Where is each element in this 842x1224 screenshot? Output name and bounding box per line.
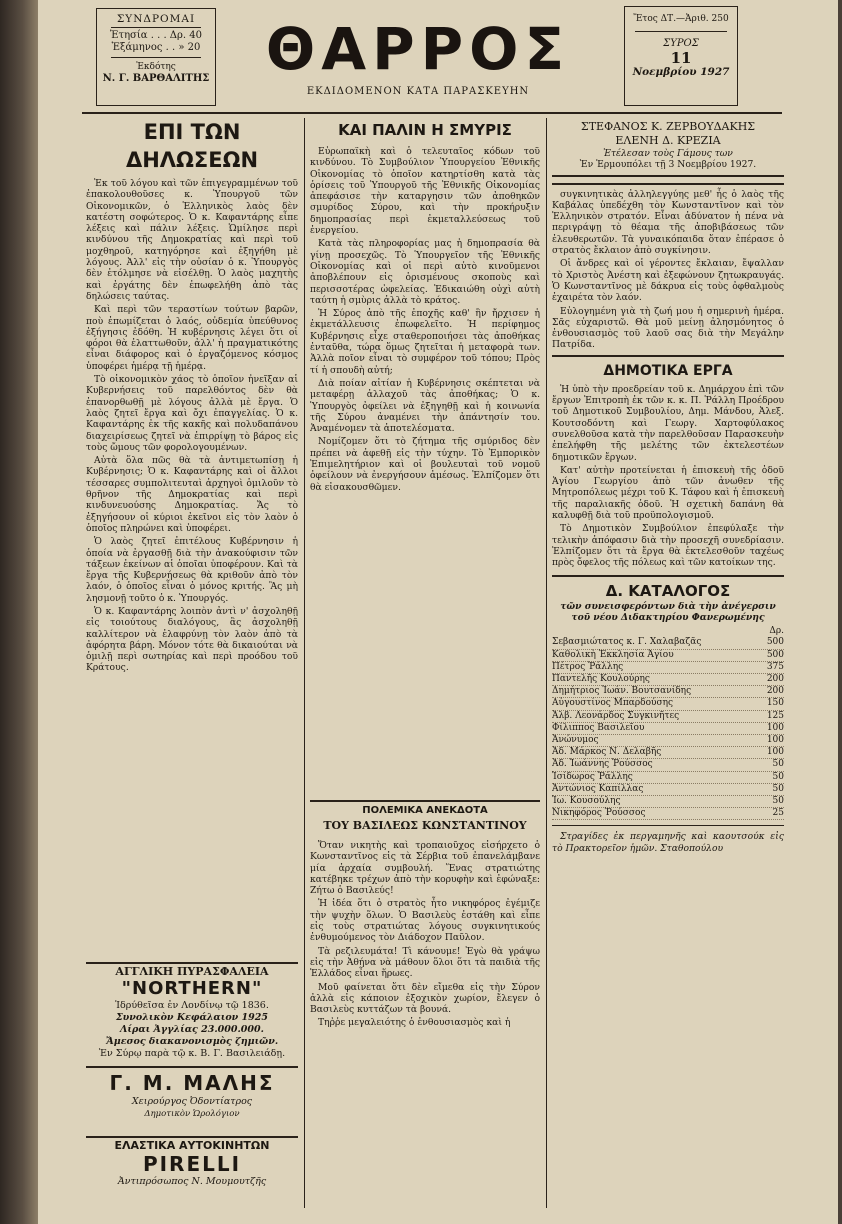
publisher-name: Ν. Γ. ΒΑΡΘΑΛΙΤΗΣ	[102, 73, 210, 84]
wedding-line3: Ἐτέλεσαν τοὺς Γάμους των	[603, 148, 733, 159]
dentist-role: Χειρούργος Ὀδοντίατρος	[131, 1096, 253, 1107]
donor-amount: 200	[766, 686, 784, 697]
donor-amount: 100	[766, 722, 784, 733]
editorial-heading: ΕΠΙ ΤΩΝ ΔΗΛΩΣΕΩΝ	[125, 120, 259, 172]
wedding-line1: ΣΤΕΦΑΝΟΣ Κ. ΖΕΡΒΟΥΔΑΚΗΣ	[580, 120, 756, 133]
editorial-paragraph: Ἐκ τοῦ λόγου καὶ τῶν ἐπιγεγραμμένων τοῦ ἐπακολουθοῦσες κ. Ὑπουργοῦ τῶν Οἰκονομικῶν, ὁ Ἑλληνικὸς λαὸς δὲν κατέστη σοφώτερος. Ὁ κ. Καφαντάρης εἶπε λέξεις καὶ πάλιν λέξεις. Ὡμίλησε περὶ κινδύνου τῆς Δημοκρατίας καὶ περὶ τοῦ μοχθηροῦ, κατηγόρησε καὶ ἐξηγήθη μὲ λόγους. Ἀλλ' εἰς τὴν οὐσίαν ὁ κ. Ὑπουργὸς δὲν ἐτόλμησε νὰ εἰσέλθῃ. Ὁ λαὸς μαχητὴς καὶ ἐργάτης δὲν ἐπωφελήθη ἀπὸ τὰς δηλώσεις ταύτας.	[86, 178, 298, 302]
smyris-paragraph: Νομίζομεν ὅτι τὸ ζήτημα τῆς σμύριδος δὲν πρέπει νὰ ἀφεθῇ εἰς τὴν τύχην. Τὸ Ἐμπορικὸν Ἐπιμελητήριον καὶ οἱ βουλευταὶ τοῦ νομοῦ ὀφείλουν νὰ ἐνεργήσουν ἀμέσως. Ἐλπίζομεν ὅτι θὰ εἰσακουσθῶμεν.	[310, 436, 540, 493]
donor-row	[552, 784, 784, 796]
donor-amount: 25	[772, 808, 784, 819]
donor-amount: 125	[766, 710, 784, 721]
column-anecdotes	[310, 804, 540, 1214]
tires-brand: PIRELLI	[142, 1152, 242, 1176]
demotic-paragraph: Τὸ Δημοτικὸν Συμβούλιον ἐπεφύλαξε τὴν τελικὴν ἀπόφασιν διὰ τὴν προσεχῆ συνεδρίασιν. Ἐλπίζομεν ὅτι τὰ ἔργα θὰ ἐκτελεσθοῦν ταχέως πρὸς ὄφελος τῆς πόλεως καὶ τῶν κατοίκων της.	[552, 523, 784, 569]
smyris-paragraph: Ἡ Σύρος ἀπὸ τῆς ἐποχῆς καθ' ἣν ἤρχισεν ἡ ἐκμετάλλευσις ἐπωφελεῖτο. Ἡ περίφημος Κυβέρνησις εἶχε σταθεροποιήσει τὰς ἀποθήκας ἐνταῦθα, τώρα ὅμως ζητεῖται ἡ μεταφορὰ των. Ἀλλὰ ποῖον εἶναι τὸ συμφέρον τοῦ τόπου; Πρὸς τί ἡ σπουδὴ αὐτή;	[310, 308, 540, 376]
donor-row	[552, 674, 784, 686]
demotic-paragraph: Κατ' αὐτὴν προτείνεται ἡ ἐπισκευὴ τῆς ὁδοῦ Ἁγίου Γεωργίου ἀπὸ τῶν ἀνωθεν τῆς Μητροπόλεως μέχρι τοῦ Κ. Τάφου καὶ ἡ ἐπισκευὴ τῆς παραλιακῆς ὁδοῦ. Ἡ σχετικὴ δαπάνη θὰ καλυφθῇ διὰ τοῦ προϋπολογισμοῦ.	[552, 464, 784, 522]
issue-day: 11	[670, 49, 692, 67]
anecdotes-subheading: ΤΟΥ ΒΑΣΙΛΕΩΣ ΚΩΝΣΤΑΝΤΙΝΟΥ	[323, 819, 527, 832]
donor-name: Φίλιππος Βασιλεῖου	[552, 722, 645, 733]
anecdote-paragraph: Τηῤῥε μεγαλειότης ὁ ἐνθουσιασμὸς καὶ ἡ	[318, 1017, 511, 1029]
dentist-place: Δημοτικὸν Ὡρολόγιον	[144, 1109, 240, 1119]
donor-row	[552, 662, 784, 674]
demotic-paragraph: Ἡ ὑπὸ τὴν προεδρείαν τοῦ κ. Δημάρχου ἐπὶ τῶν ἔργων Ἐπιτροπὴ ἐκ τῶν κ. κ. Π. Ῥάλλη Προέδρου τοῦ Δημοτικοῦ Συμβουλίου, Δημ. Μάνδου, Ἀλεξ. Κουτσοδόντη καὶ Γεωργ. Χαρτοφύλακος συνελθοῦσα κατὰ τὴν παρελθοῦσαν Παρασκευὴν ἐπελήφθη τῆς μελέτης τῶν ἐκτελεστέων δημοτικῶν ἔργων.	[552, 383, 784, 463]
newspaper-title: ΘΑΡΡΟΣ	[265, 15, 571, 83]
subscriptions-box	[96, 8, 216, 106]
tires-ad	[86, 1140, 298, 1188]
insurance-line3: Λίραι Ἀγγλίας 23.000.000.	[120, 1024, 264, 1035]
donor-amount: 500	[766, 637, 784, 648]
subscription-halfyear: Ἑξάμηνος . . » 20	[111, 42, 201, 53]
issue-box	[624, 6, 738, 106]
donor-row	[552, 686, 784, 698]
tires-rep: Ἀντιπρόσωπος Ν. Μουμουτζῆς	[117, 1176, 267, 1187]
donor-name: Παντελῆς Κουλούρης	[552, 674, 650, 684]
donor-row	[552, 796, 784, 808]
smyris-heading: ΚΑΙ ΠΑΛΙΝ Η ΣΜΥΡΙΣ	[338, 121, 512, 139]
donor-name: Ἀντώνιος Καπίλλας	[552, 783, 644, 794]
donor-row	[552, 772, 784, 784]
donor-list	[552, 637, 784, 820]
donor-name: Δημήτριος Ἰωάν. Βουτσανίδης	[552, 686, 692, 697]
issue-month-year: Νοεμβρίου 1927	[632, 66, 730, 78]
anecdote-paragraph: Τὰ ρεζιλευμάτα! Τὶ κάνουμε! Ἐγὼ θὰ γράψω εἰς τὴν Ἀθήνα νὰ μάθουν ὅλοι ὅτι τὰ παιδιὰ τῆς Ἑλλάδος εἶναι ἥρωες.	[310, 945, 540, 980]
column-rule-1	[304, 118, 305, 1208]
donor-name: Σεβασμιώτατος κ. Γ. Χαλαβαζᾶς	[552, 637, 702, 648]
kavala-paragraph: συγκινητικὰς ἀλληλεγγύης μεθ' ἧς ὁ λαὸς τῆς Καβάλας ὑπεδέχθη τὸν Κωνσταντῖνον καὶ τὸν Ἑλληνικὸν στρατόν. Εἶναι ἀδύνατον ἡ πένα νὰ περιγράψῃ τὸ θέαμα τῆς ἀποβιβάσεως τῶν ἐλευθερωτῶν. Τὰ γυναικόπαιδα ὅταν ἐπέρασε ὁ στρατὸς ἔκλαιον ἀπὸ συγκίνησιν.	[552, 188, 784, 257]
smyris-paragraph: Εὐρωπαϊκὴ καὶ ὁ τελευταῖος κόδων τοῦ κινδύνου. Τὸ Συμβούλιον Ὑπουργείου Ἐθνικῆς Οἰκονομίας τὸ ὁποῖον κατηρτίσθη κατὰ τὰς ὁρίσεις τοῦ Ὑπουργοῦ τῆς Ἐθνικῆς Οἰκονομίας ἀπεφάσισε τὴν καταργησιν τῶν ἀποθηκῶν σμυρίδος Σύρου, καὶ τὴν προκήρυξιν δημοπρασίας περὶ ἐκμεταλλεύσεως τοῦ ἐνεργείου.	[310, 146, 540, 237]
donor-amount: 50	[772, 771, 784, 782]
column-rule-2	[546, 118, 547, 1208]
masthead-rule	[82, 112, 782, 114]
list-subtitle2: τοῦ νέου Διδακτηρίου Φανερωμένης	[571, 611, 765, 623]
column-right	[552, 118, 784, 1214]
editorial-paragraph: Καὶ περὶ τῶν τεραστίων τούτων βαρῶν, ποὺ ἐπωμίζεται ὁ λαός, οὐδεμία ὑπεύθυνος ἐξήγησις ἐδόθη. Ἡ κυβέρνησις λέγει ὅτι οἱ φόροι θὰ ἐλαττωθοῦν, ἀλλ' ἡ πραγματικότης εἶναι διάφορος καὶ ὁ ἐργαζόμενος κόσμος ὑποφέρει ἡμέρᾳ τῇ ἡμέρᾳ.	[86, 304, 298, 372]
tires-title: ΕΛΑΣΤΙΚΑ ΑΥΤΟΚΙΝΗΤΩΝ	[114, 1139, 270, 1152]
editorial-paragraph: Ὁ λαὸς ζητεῖ ἐπιτέλους Κυβέρνησιν ἡ ὁποία νὰ ἐργασθῇ διὰ τὴν ἀνακούφισιν τῶν τάξεων ἐκείνων αἱ ὁποῖαι ὑποφέρουν. Καὶ τὰ ἔργα τῆς Κυβερνήσεως θὰ κριθοῦν ἀπὸ τὸν λαόν, ὁ ὁποῖος εἶναι ὁ μόνος κριτής. Ἂς μὴ λησμονῇ τοῦτο ὁ κ. Ὑπουργός.	[86, 536, 298, 604]
donor-row	[552, 808, 784, 820]
donor-name: Πέτρος Ῥάλλης	[552, 661, 624, 672]
donor-amount: 50	[772, 796, 784, 807]
donor-name: Ἰσίδωρος Ῥάλλης	[552, 771, 633, 782]
demotic-heading: ΔΗΜΟΤΙΚΑ ΕΡΓΑ	[603, 362, 733, 379]
dentist-name: Γ. Μ. ΜΑΛΗΣ	[109, 1071, 275, 1095]
anecdotes-heading: ΠΟΛΕΜΙΚΑ ΑΝΕΚΔΟΤΑ	[362, 805, 488, 816]
donor-name: Αὐγουστίνος Μπαρδούσης	[552, 698, 674, 709]
city-name: ΣΥΡΟΣ	[663, 38, 699, 49]
insurance-line2: Συνολικὸν Κεφάλαιον 1925	[115, 1012, 269, 1023]
insurance-line1: Ἱδρύθεῖσα ἐν Λονδίνῳ τῷ 1836.	[115, 1000, 269, 1011]
donor-name: Καθολικὴ Ἐκκλησία Ἀγίου	[552, 649, 674, 660]
donor-row	[552, 637, 784, 649]
ads-rule-bottom	[86, 1136, 298, 1138]
list-subtitle1: τῶν συνεισφερόντων διὰ τὴν ἀνέγερσιν	[560, 600, 776, 612]
newspaper-page	[38, 0, 838, 1224]
donor-name: Ἀλβ. Λεονάρδος Συγκινῆτες	[552, 710, 680, 721]
donor-amount: 100	[766, 747, 784, 758]
year-issue: Ἔτος ΔΤ.—Ἀριθ. 250	[633, 14, 729, 24]
list-currency: Δρ.	[769, 626, 784, 637]
donor-name: Ἀδ. Ἰωάννης Ῥούσσος	[552, 759, 653, 770]
donor-name: Ἰω. Κουσούλης	[552, 796, 621, 807]
editorial-paragraph: Αὐτὰ ὅλα πῶς θὰ τὰ ἀντιμετωπίσῃ ἡ Κυβέρνησις; Ὁ κ. Καφαντάρης καὶ οἱ ἄλλοι τέσσαρες συμπολιτευταὶ ἀρχηγοὶ ὁμιλοῦν τὸ θρῆνον τῆς Δημοκρατίας καὶ περὶ κινδυνευούσης Δημοκρατίας. Ἄς τὸ ἐξηγήσουν οἱ κύριοι ἐκεῖνοι εἰς τὸν λαὸν ὁ ὁποῖος πληρώνει καὶ ὑποφέρει.	[86, 455, 298, 534]
insurance-line4: Ἄμεσος διακανονισμὸς ζημιῶν.	[105, 1036, 279, 1047]
donor-amount: 500	[766, 649, 784, 660]
donor-amount: 375	[766, 661, 784, 672]
dentist-ad	[86, 1070, 298, 1120]
book-spine	[0, 0, 38, 1224]
subscription-yearly: Ἐτησία . . . Δρ. 40	[110, 30, 202, 41]
insurance-title: ΑΓΓΛΙΚΗ ΠΥΡΑΣΦΑΛΕΙΑ	[115, 965, 269, 978]
donor-row	[552, 723, 784, 735]
subscriptions-title: ΣΥΝΔΡΟΜΑΙ	[116, 13, 196, 25]
insurance-name: "NORTHERN"	[121, 978, 263, 999]
smyris-paragraph: Κατὰ τὰς πληροφορίας μας ἡ δημοπρασία θὰ γίνῃ προσεχῶς. Τὸ Ὑπουργεῖον τῆς Ἐθνικῆς Οἰκονομίας καὶ οἱ περὶ αὐτὸ κινοῦμενοι ἀποβλέπουν εἰς ὁρισμένους σκοποὺς καὶ περισσοτέρας ὠφελείας. Ἐδικαιώθη οὐχὶ αὐτὴ ταύτη ἡ σμὺρις ἀλλὰ τὸ κράτος.	[310, 238, 540, 306]
ornament-rule	[552, 175, 784, 185]
smyris-paragraph: Διὰ ποίαν αἰτίαν ἡ Κυβέρνησις σκέπτεται νὰ μεταφέρῃ ἀλλαχοῦ τὰς ἀποθήκας; Ὁ κ. Ὑπουργὸς ὀφείλει νὰ ἐξηγηθῇ καὶ ἡ κοινωνία τῆς Σύρου ἀναμένει τὴν ἀπάντησίν του. Ἀναμένομεν τὰ ἀποτελέσματα.	[310, 377, 540, 435]
donor-amount: 150	[766, 698, 784, 709]
donor-name: Ἀνώνυμος	[552, 735, 599, 746]
donor-row	[552, 711, 784, 723]
wedding-line4: Ἐν Ἑρμουπόλει τῇ 3 Νοεμβρίου 1927.	[579, 159, 757, 171]
list-title: Δ. ΚΑΤΑΛΟΓΟΣ	[605, 581, 731, 600]
publisher-label: Ἐκδότης	[136, 62, 176, 72]
editorial-paragraph: Ὁ κ. Καφαντάρης λοιπὸν ἀντὶ ν' ἀσχοληθῇ εἰς τοιούτους διαλόγους, ἂς ἀσχοληθῇ καλλίτερον νὰ ἐλαφρύνῃ τὸν λαὸν ἀπὸ τὰ ἀφόρητα βάρη. Μόνον τότε θὰ δικαιούται νὰ ὁμιλῇ περὶ σωτηρίας καὶ περὶ προόδου τοῦ Κράτους.	[86, 605, 298, 674]
column-smyris	[310, 118, 540, 794]
editorial-paragraph: Τὸ οἰκονομικὸν χάος τὸ ὁποῖον ἠνεῖξαν αἱ Κυβερνήσεις τοῦ παρελθόντος δὲν θὰ ἐπανορθωθῇ μὲ λόγους ἀλλὰ μὲ ἔργα. Ὁ λαὸς ζητεῖ ἔργα καὶ ὄχι ἐπαγγελίας. Ὁ κ. Καφαντάρης ἐκ τῆς κακῆς καὶ πολυδαπάνου διαχειρίσεως ζητεῖ νὰ ἐπιρρίψῃ τὸ βάρος εἰς τοὺς ὤμους τῶν φορολογουμένων.	[86, 374, 298, 453]
insurance-ad	[86, 966, 298, 1060]
anecdote-paragraph: Ἡ ἰδέα ὅτι ὁ στρατὸς ἦτο νικηφόρος ἐγέμιζε τὴν ψυχὴν ὅλων. Ὁ Βασιλεὺς ἐστάθη καὶ εἶπε εἰς τοὺς στρατιώτας λόγους συγκινητικούς ἐνθυμούμενος τὸν Διάδοχον Παῦλον.	[310, 898, 540, 944]
donor-name: Νικηφόρος Ῥούσσος	[552, 808, 646, 819]
donor-row	[552, 747, 784, 759]
ads-rule-mid	[86, 1066, 298, 1068]
insurance-line5: Ἐν Σύρῳ παρὰ τῷ κ. Β. Γ. Βασιλειάδῃ.	[98, 1048, 286, 1059]
donor-row	[552, 735, 784, 747]
donor-amount: 50	[772, 759, 784, 770]
donor-amount: 100	[766, 735, 784, 746]
anecdote-paragraph: Ὅταν νικητὴς καὶ τροπαιοῦχος εἰσήρχετο ὁ Κωνσταντῖνος εἰς τὰ Σέρβια τοῦ ἐπανελάμβανε μία ἀρχαία συμβουλή. Ἕνας στρατιώτης κατέβηκε τρέχων ἀπὸ τὴν κορυφὴν καὶ ἐφώναξε: Ζήτω ὁ Βασιλεύς!	[310, 840, 540, 897]
donor-name: Ἀδ. Μάρκος Ν. Δελαβῆς	[552, 747, 662, 758]
kavala-paragraph: Εὐλογημένη γιὰ τὴ ζωή μου ἡ σημερινὴ ἡμέρα. Σᾶς εὐχαριστῶ. Θὰ μοῦ μείνῃ ἀλησμόνητος ὁ ἐνθουσιασμὸς τοῦ λαοῦ σας διὰ τὴν Μεγάλην Πατρίδα.	[552, 305, 784, 351]
donor-row	[552, 698, 784, 710]
kavala-paragraph: Οἱ ἄνδρες καὶ οἱ γέροντες ἔκλαιαν, ἔψαλλαν τὸ Χριστὸς Ἀνέστη καὶ ἐξεφώνουν ζητωκραυγάς. Ὁ Κωνσταντῖνος μὲ δάκρυα εἰς τοὺς ὀφθαλμοὺς ἐχαιρέτα τὸν λαόν.	[552, 258, 784, 304]
anecdote-paragraph: Μοῦ φαίνεται ὅτι δὲν εἴμεθα εἰς τὴν Σύρον ἀλλὰ εἰς κάποιον ἐξοχικὸν χωρίον, ἔλεγεν ὁ Βασιλεὺς κυττάζων τὰ βουνά.	[310, 981, 540, 1016]
donor-row	[552, 650, 784, 662]
stamps-notice: Στραγίδες ἐκ περγαμηνῆς καὶ καουτσούκ εἰς τὸ Πρακτορεῖον ἡμῶν. Σταθοπούλου	[552, 831, 784, 854]
column-editorial	[86, 118, 298, 968]
donor-row	[552, 759, 784, 771]
newspaper-subtitle: ΕΚΔΙΔΟΜΕΝΟΝ ΚΑΤΑ ΠΑΡΑΣΚΕΥΗΝ	[306, 86, 530, 97]
donor-amount: 50	[772, 783, 784, 794]
donor-amount: 200	[766, 674, 784, 684]
column2-section-rule	[310, 800, 540, 802]
wedding-line2: ΕΛΕΝΗ Δ. ΚΡΕΖΙΑ	[615, 134, 721, 147]
ads-rule-top	[86, 962, 298, 964]
